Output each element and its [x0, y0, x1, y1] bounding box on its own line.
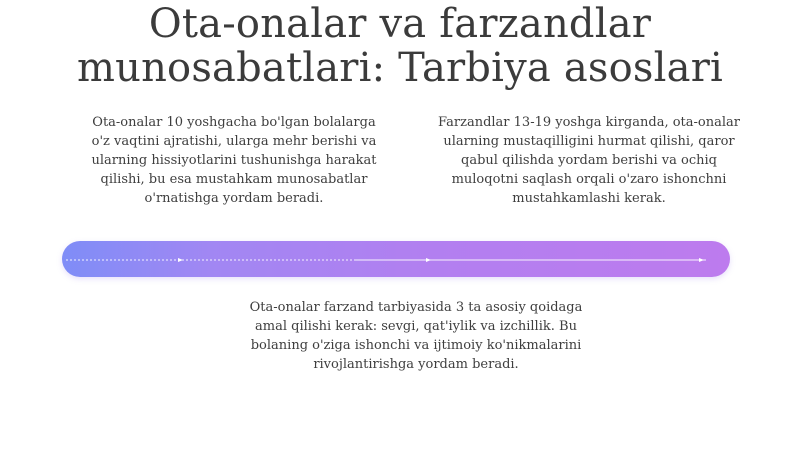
timeline-arrow-2 [426, 258, 431, 262]
timeline-arrow-1 [178, 258, 183, 262]
timeline-arrows [66, 258, 706, 262]
text-block-bottom: Ota-onalar farzand tarbiyasida 3 ta asosiy qoidaga amal qilishi kerak: sevgi, qat'iylik va izchillik. Bu bolaning o'ziga ishonchi va ijtimoiy ko'nikmalarini rivojlantirishga yordam beradi. [249, 300, 583, 372]
timeline-arrow-3 [699, 258, 704, 262]
text-block-right: Farzandlar 13-19 yoshga kirganda, ota-onalar ularning mustaqilligini hurmat qilishi, qaror qabul qilishda yordam berishi va ochiq muloqotni saqlash orqali o'zaro ishonchni mustahkamlashi kerak. [438, 115, 740, 206]
page-title [30, 2, 770, 90]
page-title-line-1: Ota-onalar va farzandlar [148, 1, 652, 47]
timeline-line [66, 258, 706, 260]
page-title-line-2: munosabatlari: Tarbiya asoslari [76, 45, 724, 91]
text-block-left: Ota-onalar 10 yoshgacha bo'lgan bolalarga o'z vaqtini ajratishi, ularga mehr berishi va ularning hissiyotlarini tushunishga harakat qilishi, bu esa mustahkam munosabatlar o'rnatishga yordam beradi. [91, 115, 377, 206]
